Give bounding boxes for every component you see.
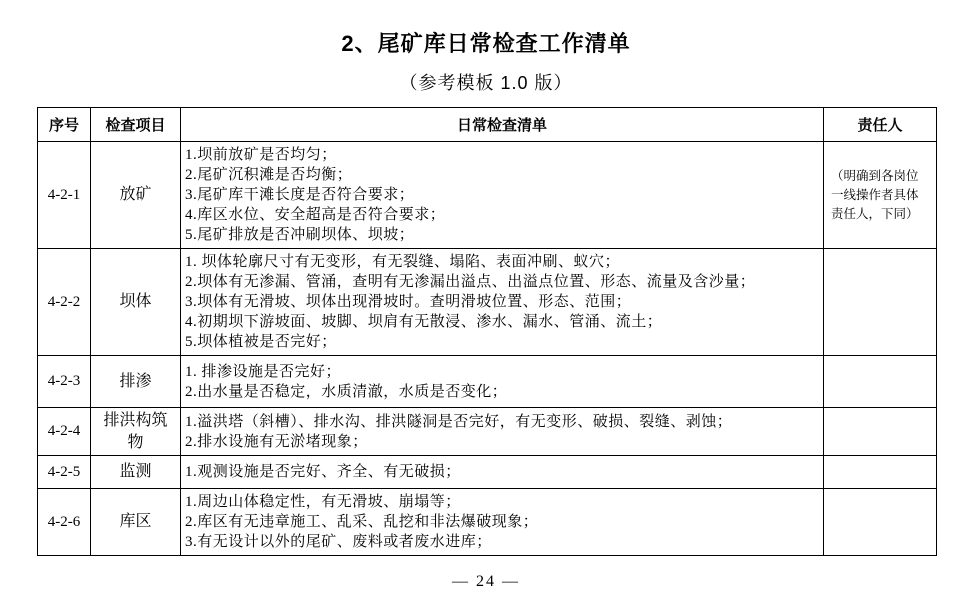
checklist-line: 2.库区有无违章施工、乱采、乱挖和非法爆破现象； [185, 514, 539, 530]
table-row [38, 408, 937, 456]
row-checklist [181, 142, 824, 249]
checklist-line: 3.坝体有无滑坡、坝体出现滑坡时。查明滑坡位置、形态、范围； [185, 294, 632, 310]
row-responsible: （明确到各岗位一线操作者具体责任人，下同） [824, 142, 937, 249]
checklist-line: 1.坝前放矿是否均匀； [185, 147, 337, 163]
row-checklist [181, 249, 824, 356]
row-serial: 4-2-6 [38, 489, 91, 556]
row-serial: 4-2-1 [38, 142, 91, 249]
table-row [38, 249, 937, 356]
checklist-line: 1.观测设施是否完好、齐全、有无破损； [185, 464, 461, 480]
table-row [38, 489, 937, 556]
checklist-line: 5.坝体植被是否完好； [185, 334, 337, 350]
checklist-line: 1. 排渗设施是否完好； [185, 363, 342, 380]
row-responsible [824, 489, 937, 556]
checklist-line: 4.初期坝下游坡面、坡脚、坝肩有无散浸、渗水、漏水、管涌、流土； [185, 314, 663, 330]
page-number: — 24 — [452, 573, 520, 590]
row-serial: 4-2-3 [38, 356, 91, 408]
table-row [38, 356, 937, 408]
row-responsible [824, 456, 937, 489]
row-item: 坝体 [91, 249, 181, 356]
row-responsible [824, 356, 937, 408]
row-serial: 4-2-5 [38, 456, 91, 489]
row-responsible [824, 408, 937, 456]
row-item: 监测 [91, 456, 181, 489]
checklist-line: 2.出水量是否稳定，水质清澈，水质是否变化； [185, 383, 508, 400]
checklist-line: 1. 坝体轮廓尺寸有无变形，有无裂缝、塌陷、表面冲刷、蚁穴； [185, 254, 621, 270]
checklist-line: 2.排水设施有无淤堵现象； [185, 433, 368, 450]
row-item: 排洪构筑物 [91, 408, 181, 456]
row-item: 库区 [91, 489, 181, 556]
header-responsible: 责任人 [824, 108, 937, 142]
row-item: 放矿 [91, 142, 181, 249]
table-row [38, 456, 937, 489]
table-header-row [38, 108, 937, 142]
row-responsible [824, 249, 937, 356]
checklist-line: 2.尾矿沉积滩是否均衡； [185, 167, 353, 183]
row-checklist [181, 489, 824, 556]
row-checklist [181, 356, 824, 408]
row-checklist [181, 456, 824, 489]
row-serial: 4-2-4 [38, 408, 91, 456]
header-item: 检查项目 [91, 108, 181, 142]
checklist-line: 1.溢洪塔（斜槽）、排水沟、排洪隧洞是否完好，有无变形、破损、裂缝、剥蚀； [185, 413, 733, 430]
row-checklist [181, 408, 824, 456]
checklist-line: 4.库区水位、安全超高是否符合要求； [185, 207, 446, 223]
checklist-line: 3.尾矿库干滩长度是否符合要求； [185, 187, 415, 203]
table-row [38, 142, 937, 249]
checklist-line: 2.坝体有无渗漏、管涌，查明有无渗漏出溢点、出溢点位置、形态、流量及含沙量； [185, 274, 756, 290]
inspection-checklist-table [37, 107, 937, 556]
header-checklist: 日常检查清单 [181, 108, 824, 142]
page-subtitle: （参考模板 1.0 版） [399, 73, 573, 93]
row-serial: 4-2-2 [38, 249, 91, 356]
checklist-line: 1.周边山体稳定性，有无滑坡、崩塌等； [185, 494, 461, 510]
row-item: 排渗 [91, 356, 181, 408]
header-serial: 序号 [38, 108, 91, 142]
checklist-line: 3.有无设计以外的尾矿、废料或者废水进库； [185, 534, 492, 550]
checklist-line: 5.尾矿排放是否冲刷坝体、坝坡； [185, 227, 415, 243]
page-title: 2、尾矿库日常检查工作清单 [341, 31, 631, 56]
